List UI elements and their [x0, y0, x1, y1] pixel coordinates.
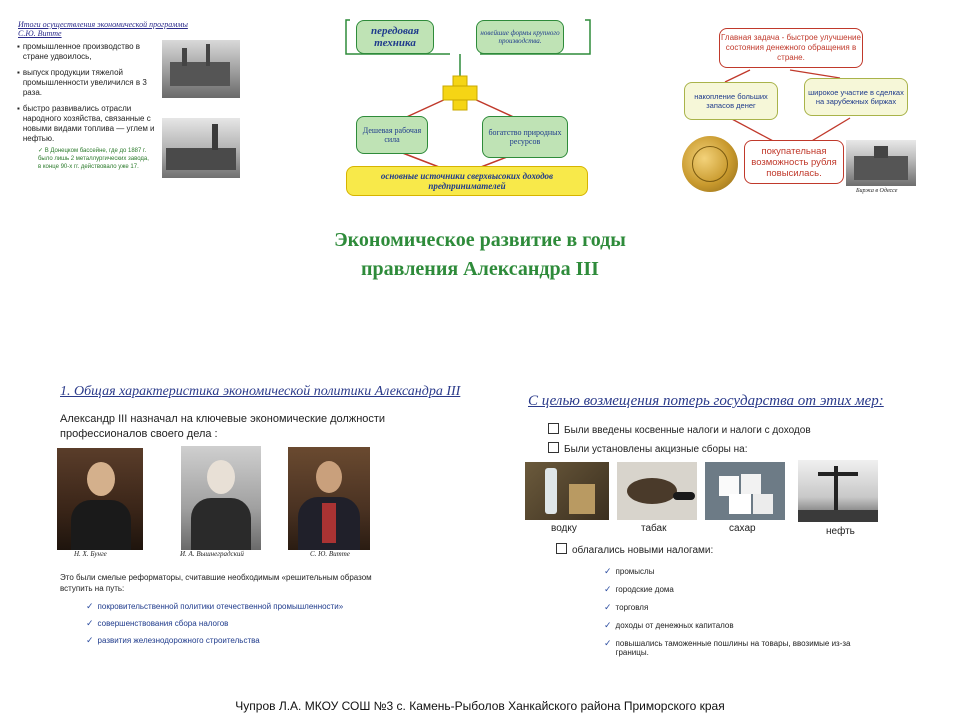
title-line-2: правления Александра III [361, 258, 599, 280]
br-items [604, 567, 874, 657]
tl-bullet: ▪ выпуск продукции тяжелой промышленности увеличился в 3 раза. [17, 68, 147, 97]
box-profit-sources: основные источники сверхвысоких доходов предпринимателей [346, 166, 588, 196]
title-line-1: Экономическое развитие в годы [334, 229, 626, 251]
box-new-forms: новейшие формы крупного производства. [476, 20, 564, 54]
vodka-image [525, 462, 609, 520]
odessa-caption: Биржа в Одессе [856, 188, 898, 194]
goods-label-tobacco: табак [641, 523, 667, 534]
br-item: ✓ городские дома [604, 584, 674, 594]
br-line-3: облагались новыми налогами: [556, 543, 713, 556]
goods-label-vodka: водку [551, 523, 577, 534]
box-main-task: Главная задача - быстрое улучшение состояния денежного обращения в стране. [719, 28, 863, 68]
portrait-vyshnegradsky [181, 446, 261, 550]
br-item: ✓ доходы от денежных капиталов [604, 620, 734, 630]
portrait-bunge [57, 448, 143, 550]
br-item: ✓ повышались таможенные пошлины на товары, ввозимые из-за границы. [604, 638, 851, 657]
bl-items [86, 598, 343, 649]
checkbox-icon [556, 543, 567, 554]
caption-witte: С. Ю. Витте [310, 550, 350, 558]
bl-intro: Александр III назначал на ключевые экономические должности профессионалов своего дела : [60, 413, 386, 440]
box-exchanges: широкое участие в сделках на зарубежных биржах [804, 78, 908, 116]
oil-image [798, 460, 878, 522]
br-line-1: Были введены косвенные налоги и налоги с доходов [548, 423, 811, 436]
factory-photo-1 [162, 40, 240, 98]
caption-vyshnegradsky: И. А. Вышнеградский [180, 550, 244, 558]
br-heading: С целью возмещения потерь государства от этих мер: [528, 393, 884, 409]
sugar-image [705, 462, 785, 520]
odessa-exchange-photo [846, 140, 916, 186]
box-money-reserves: накопление больших запасов денег [684, 82, 778, 120]
footer-credit: Чупров Л.А. МКОУ СОШ №3 с. Камень-Рыболов Ханкайского района Приморского края [235, 699, 725, 713]
portrait-witte [288, 447, 370, 550]
tl-note: ✓ В Донецком бассейне, где до 1887 г. было лишь 2 металлургических завода, в конце 90-х гг. действовало уже 17. [38, 148, 149, 170]
box-cheap-labor: Дешевая рабочая сила [356, 116, 428, 154]
box-natural-resources: богатство природных ресурсов [482, 116, 568, 158]
checkbox-icon [548, 423, 559, 434]
bl-heading: 1. Общая характеристика экономической политики Александра III [60, 384, 461, 399]
tobacco-image [617, 462, 697, 520]
bl-item: ✓ развития железнодорожного строительства [86, 635, 260, 645]
br-item: ✓ торговля [604, 602, 649, 612]
caption-bunge: Н. Х. Бунге [74, 550, 107, 558]
tl-bullets [17, 42, 157, 144]
bl-item: ✓ покровительственной политики отечественной промышленности» [86, 601, 344, 611]
br-line-2: Были установлены акцизные сборы на: [548, 442, 747, 455]
goods-label-sugar: сахар [729, 523, 756, 534]
bl-item: ✓ совершенствования сбора налогов [86, 618, 229, 628]
br-item: ✓ промыслы [604, 566, 655, 576]
tl-bullet: ▪ быстро развивались отрасли народного хозяйства, связанные с новыми видами топлива — углем и нефтью. [17, 104, 155, 143]
box-ruble-power: покупательная возможность рубля повысилась. [744, 140, 844, 184]
box-advanced-tech: передовая техника [356, 20, 434, 54]
tl-title: Итоги осуществления экономической программы С.Ю. Витте [18, 20, 188, 38]
goods-label-oil: нефть [826, 526, 855, 537]
checkbox-icon [548, 442, 559, 453]
factory-photo-2 [162, 118, 240, 178]
tl-bullet: ▪ промышленное производство в стране удвоилось, [17, 42, 141, 61]
gold-coin-image [682, 136, 738, 192]
bl-text: Это были смелые реформаторы, считавшие необходимым «решительным образом вступить на путь: [60, 573, 372, 593]
page-title [260, 226, 700, 284]
